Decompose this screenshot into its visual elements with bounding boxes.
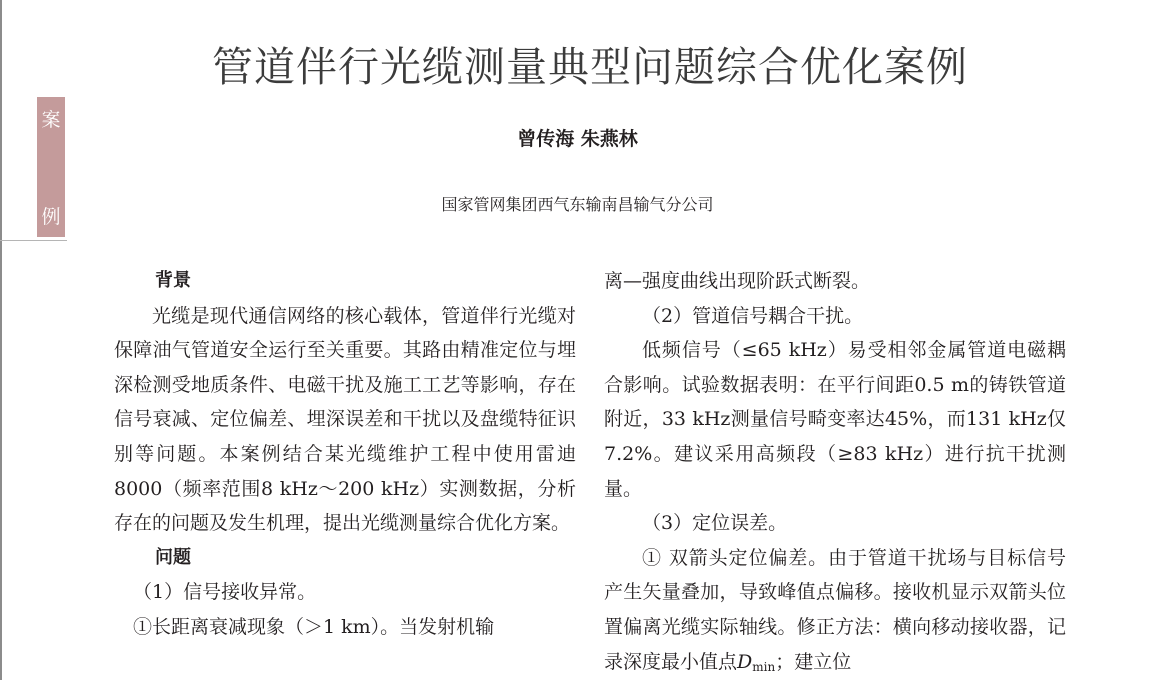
item-3-text-end: ；建立位 — [775, 650, 852, 673]
author-affiliation: 国家管网集团西气东输南昌输气分公司 — [441, 195, 714, 214]
article-title: 管道伴行光缆测量典型问题综合优化案例 — [212, 43, 968, 91]
section-tab-char-bottom: 例 — [41, 206, 61, 228]
continued-paragraph: 离—强度曲线出现阶跃式断裂。 — [604, 270, 871, 292]
section-tab-char-top: 案 — [41, 109, 61, 131]
section-tab — [37, 97, 65, 237]
binding-line — [0, 0, 2, 680]
item-3-text-start: ① 双箭头定位偏差。由于管道干扰场与目标信号产生矢量叠加，导致峰值点偏移。接收机显示双箭头位置偏离光缆实际轴线。修正方法：横向移动接收器，记录深度最小值点 — [604, 546, 1066, 673]
depth-variable: D — [737, 650, 753, 673]
right-column — [604, 264, 1066, 684]
depth-variable-subscript: min — [752, 659, 776, 674]
item-3-title: （3）定位误差。 — [642, 512, 788, 535]
side-divider — [0, 240, 67, 241]
section-heading-background: 背景 — [155, 270, 191, 291]
item-3-text — [604, 541, 1066, 684]
left-column — [114, 264, 576, 645]
item-2-title: （2）管道信号耦合干扰。 — [642, 304, 864, 327]
paragraph-background: 光缆是现代通信网络的核心载体，管道伴行光缆对保障油气管道安全运行至关重要。其路由精准定位与埋深检测受地质条件、电磁干扰及施工工艺等影响，存在信号衰减、定位偏差、埋深误差和干扰以及盘缆特征识别等问题。本案例结合某光缆维护工程中使用雷迪8000（频率范围8 kHz～200 kHz）实测数据，分析存在的问题及发生机理，提出光缆测量综合优化方案。 — [114, 304, 576, 535]
article-authors: 曾传海 朱燕林 — [517, 128, 638, 150]
item-1-text: ①长距离衰减现象（＞1 km）。当发射机输 — [133, 615, 495, 638]
section-heading-problem: 问题 — [155, 546, 191, 568]
item-2-text: 低频信号（≤65 kHz）易受相邻金属管道电磁耦合影响。试验数据表明：在平行间距0.5 m的铸铁管道附近，33 kHz测量信号畸变率达45%，而131 kHz仅7.2%。建议采用高频段（≥83 kHz）进行抗干扰测量。 — [604, 339, 1066, 500]
item-1-title: （1）信号接收异常。 — [133, 581, 317, 604]
